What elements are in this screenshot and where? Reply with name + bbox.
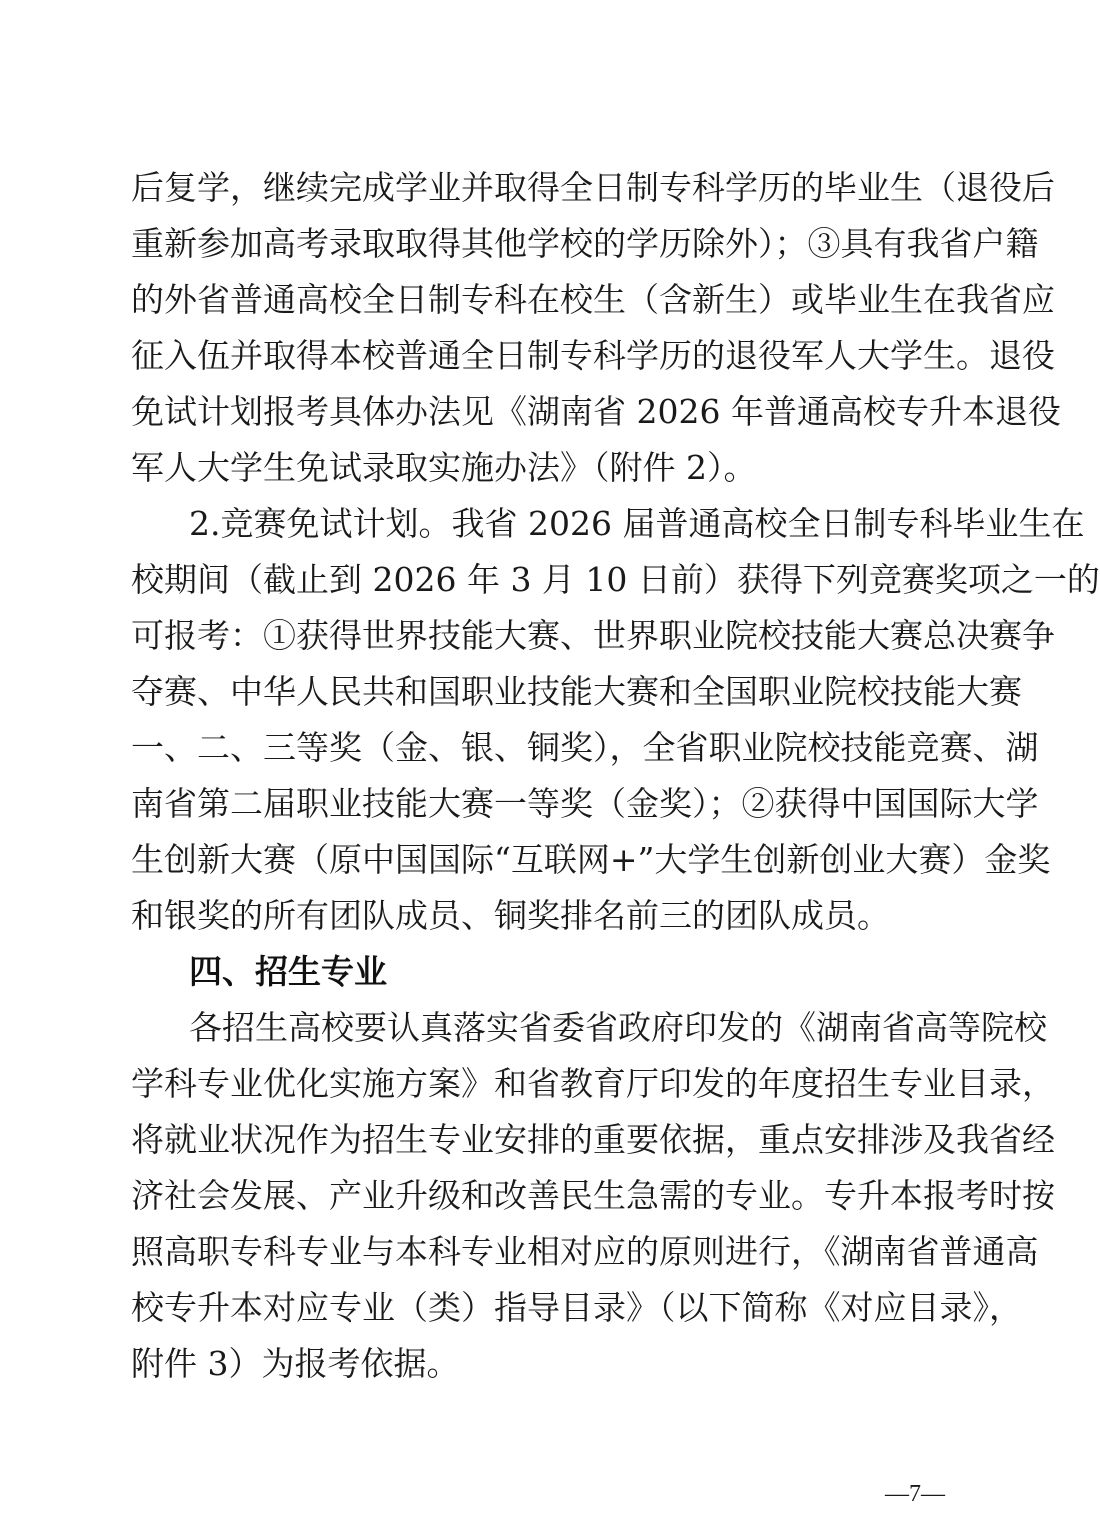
body-text-line: 校专升本对应专业（类）指导目录》（以下简称《对应目录》，: [131, 1288, 1022, 1327]
body-text-line: 将就业状况作为招生专业安排的重要依据，重点安排涉及我省经: [131, 1120, 1055, 1159]
body-text-line: 的外省普通高校全日制专科在校生（含新生）或毕业生在我省应: [131, 280, 1055, 319]
body-text-line: 征入伍并取得本校普通全日制专科学历的退役军人大学生。退役: [131, 336, 1055, 375]
body-text-line: 校期间（截止到 2026 年 3 月 10 日前）获得下列竞赛奖项之一的: [131, 560, 1100, 599]
body-text-line: 军人大学生免试录取实施办法》（附件 2）。: [131, 448, 757, 487]
section-heading: 四、招生专业: [189, 952, 387, 991]
paragraph-first-line: 2.竞赛免试计划。我省 2026 届普通高校全日制专科毕业生在: [189, 504, 1085, 543]
page-number: —7—: [885, 1481, 945, 1507]
body-text-line: 和银奖的所有团队成员、铜奖排名前三的团队成员。: [131, 896, 890, 935]
body-text-line: 附件 3）为报考依据。: [131, 1344, 460, 1383]
body-text-line: 学科专业优化实施方案》和省教育厅印发的年度招生专业目录，: [131, 1064, 1055, 1103]
body-text-line: 生创新大赛（原中国国际“互联网+”大学生创新创业大赛）金奖: [131, 840, 1051, 879]
body-text-line: 照高职专科专业与本科专业相对应的原则进行，《湖南省普通高: [131, 1232, 1039, 1271]
body-text-line: 重新参加高考录取取得其他学校的学历除外）；③具有我省户籍: [131, 224, 1039, 263]
body-text-line: 夺赛、中华人民共和国职业技能大赛和全国职业院校技能大赛: [131, 672, 1022, 711]
body-text-line: 可报考：①获得世界技能大赛、世界职业院校技能大赛总决赛争: [131, 616, 1055, 655]
body-text-line: 济社会发展、产业升级和改善民生急需的专业。专升本报考时按: [131, 1176, 1055, 1215]
body-text-line: 一、二、三等奖（金、银、铜奖），全省职业院校技能竞赛、湖: [131, 728, 1039, 767]
body-text-line: 后复学，继续完成学业并取得全日制专科学历的毕业生（退役后: [131, 168, 1055, 207]
body-text-line: 南省第二届职业技能大赛一等奖（金奖）；②获得中国国际大学: [131, 784, 1039, 823]
paragraph-first-line: 各招生高校要认真落实省委省政府印发的《湖南省高等院校: [189, 1008, 1047, 1047]
body-text-line: 免试计划报考具体办法见《湖南省 2026 年普通高校专升本退役: [131, 392, 1061, 431]
